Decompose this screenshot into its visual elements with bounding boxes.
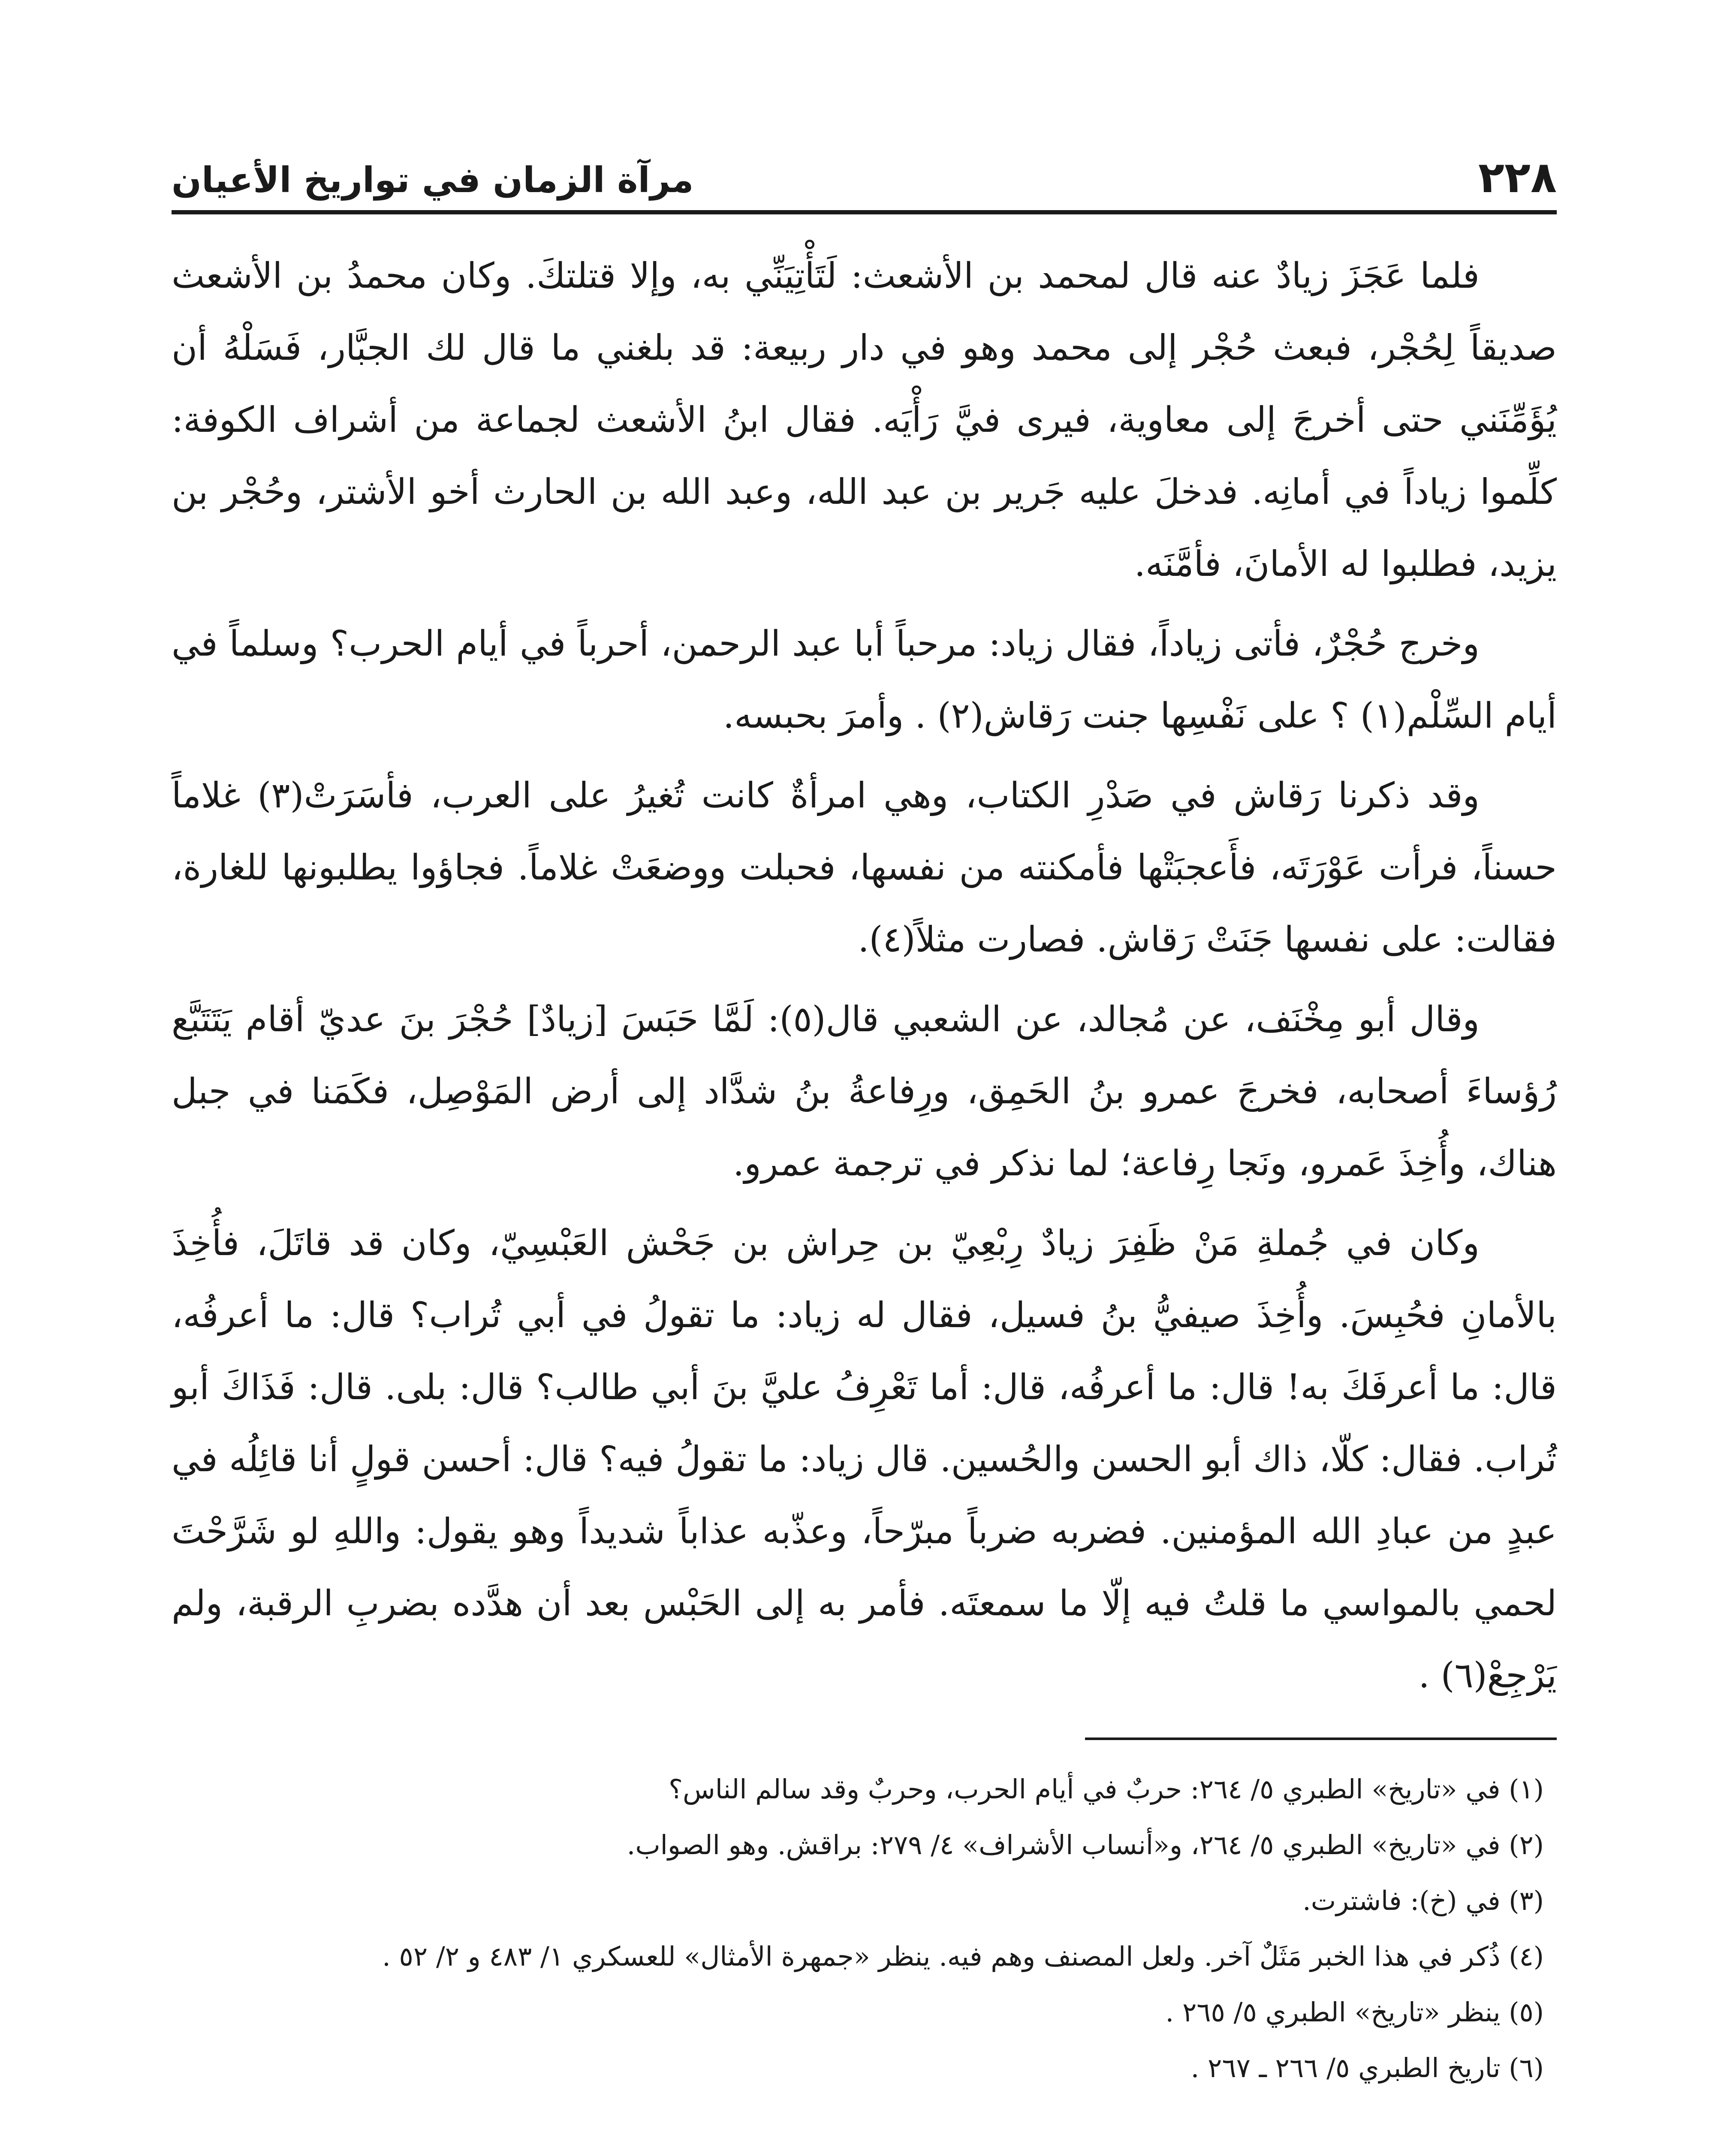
footnote-divider: [1085, 1737, 1557, 1740]
footnote-3: (٣) في (خ): فاشترت.: [1302, 1885, 1544, 1916]
running-header: [172, 146, 1557, 214]
footnotes: [172, 1762, 1557, 2096]
main-text: [172, 240, 1557, 1712]
footnote-5: (٥) ينظر «تاريخ» الطبري ٥/ ٢٦٥ .: [1165, 1996, 1544, 2028]
footnote-6: (٦) تاريخ الطبري ٥/ ٢٦٦ ـ ٢٦٧ .: [1190, 2052, 1544, 2084]
paragraph-5: وكان في جُملةِ مَنْ ظَفِرَ زيادٌ رِبْعِيّ بن حِراش بن جَحْش العَبْسِيّ، وكان قد قاتَلَ، فأُخِذَ بالأمانِ فحُبِسَ. وأُخِذَ صيفيُّ بنُ فسيل، فقال له زياد: ما تقولُ في أبي تُراب؟ قال: ما أعرفُه، قال: ما أعرفَكَ به! قال: ما أعرفُه، قال: أما تَعْرِفُ عليَّ بنَ أبي طالب؟ قال: بلى. قال: فَذَاكَ أبو تُراب. فقال: كلّا، ذاك أبو الحسن والحُسين. قال زياد: ما تقولُ فيه؟ قال: أحسن قولٍ أنا قائِلُه في عبدٍ من عبادِ الله المؤمنين. فضربه ضرباً مبرّحاً، وعذّبه عذاباً شديداً وهو يقول: واللهِ لو شَرَّحْتَ لحمي بالمواسي ما قلتُ فيه إلّا ما سمعتَه. فأمر به إلى الحَبْس بعد أن هدَّده بضربِ الرقبة، ولم يَرْجِعْ(٦) .: [172, 1223, 1557, 1696]
book-title: مرآة الزمان في تواريخ الأعيان: [172, 160, 694, 201]
book-page: [172, 146, 1557, 2096]
paragraph-3: وقد ذكرنا رَقاش في صَدْرِ الكتاب، وهي امرأةٌ كانت تُغيرُ على العرب، فأسَرَتْ(٣) غلاماً حسناً، فرأت عَوْرَتَه، فأَعجبَتْها فأمكنته من نفسها، فحبلت ووضعَتْ غلاماً. فجاؤوا يطلبونها للغارة، فقالت: على نفسها جَنَتْ رَقاش. فصارت مثلاً(٤).: [172, 775, 1557, 960]
page-number: ٢٢٨: [1478, 152, 1557, 202]
paragraph-1: فلما عَجَزَ زيادٌ عنه قال لمحمد بن الأشعث: لَتَأْتِيَنِّي به، وإلا قتلتكَ. وكان محمدُ بن الأشعث صديقاً لِحُجْر، فبعث حُجْر إلى محمد وهو في دار ربيعة: قد بلغني ما قال لك الجبَّار، فَسَلْهُ أن يُؤَمِّنَني حتى أخرجَ إلى معاوية، فيرى فيَّ رَأْيَه. فقال ابنُ الأشعث لجماعة من أشراف الكوفة: كلِّموا زياداً في أمانِه. فدخلَ عليه جَرير بن عبد الله، وعبد الله بن الحارث أخو الأشتر، وحُجْر بن يزيد، فطلبوا له الأمانَ، فأمَّنَه.: [172, 256, 1557, 584]
paragraph-2: وخرج حُجْرٌ، فأتى زياداً، فقال زياد: مرحباً أبا عبد الرحمن، أحرباً في أيام الحرب؟ وسلماً في أيام السِّلْم(١) ؟ على نَفْسِها جنت رَقاش(٢) . وأمرَ بحبسه.: [172, 623, 1557, 736]
footnote-2: (٢) في «تاريخ» الطبري ٥/ ٢٦٤، و«أنساب الأشراف» ٤/ ٢٧٩: براقش. وهو الصواب.: [627, 1829, 1544, 1861]
footnote-4: (٤) ذُكر في هذا الخبر مَثَلٌ آخر. ولعل المصنف وهم فيه. ينظر «جمهرة الأمثال» للعسكري ١/ ٤٨٣ و ٢/ ٥٢ .: [382, 1941, 1544, 1972]
footnote-1: (١) في «تاريخ» الطبري ٥/ ٢٦٤: حربٌ في أيام الحرب، وحربٌ وقد سالم الناس؟: [669, 1774, 1544, 1805]
paragraph-4: وقال أبو مِخْنَف، عن مُجالد، عن الشعبي قال(٥): لَمَّا حَبَسَ [زيادٌ] حُجْرَ بنَ عديّ أقام يَتَتَبَّع رُؤساءَ أصحابه، فخرجَ عمرو بنُ الحَمِق، ورِفاعةُ بنُ شدَّاد إلى أرض المَوْصِل، فكَمَنا في جبل هناك، وأُخِذَ عَمرو، ونَجا رِفاعة؛ لما نذكر في ترجمة عمرو.: [172, 999, 1557, 1184]
